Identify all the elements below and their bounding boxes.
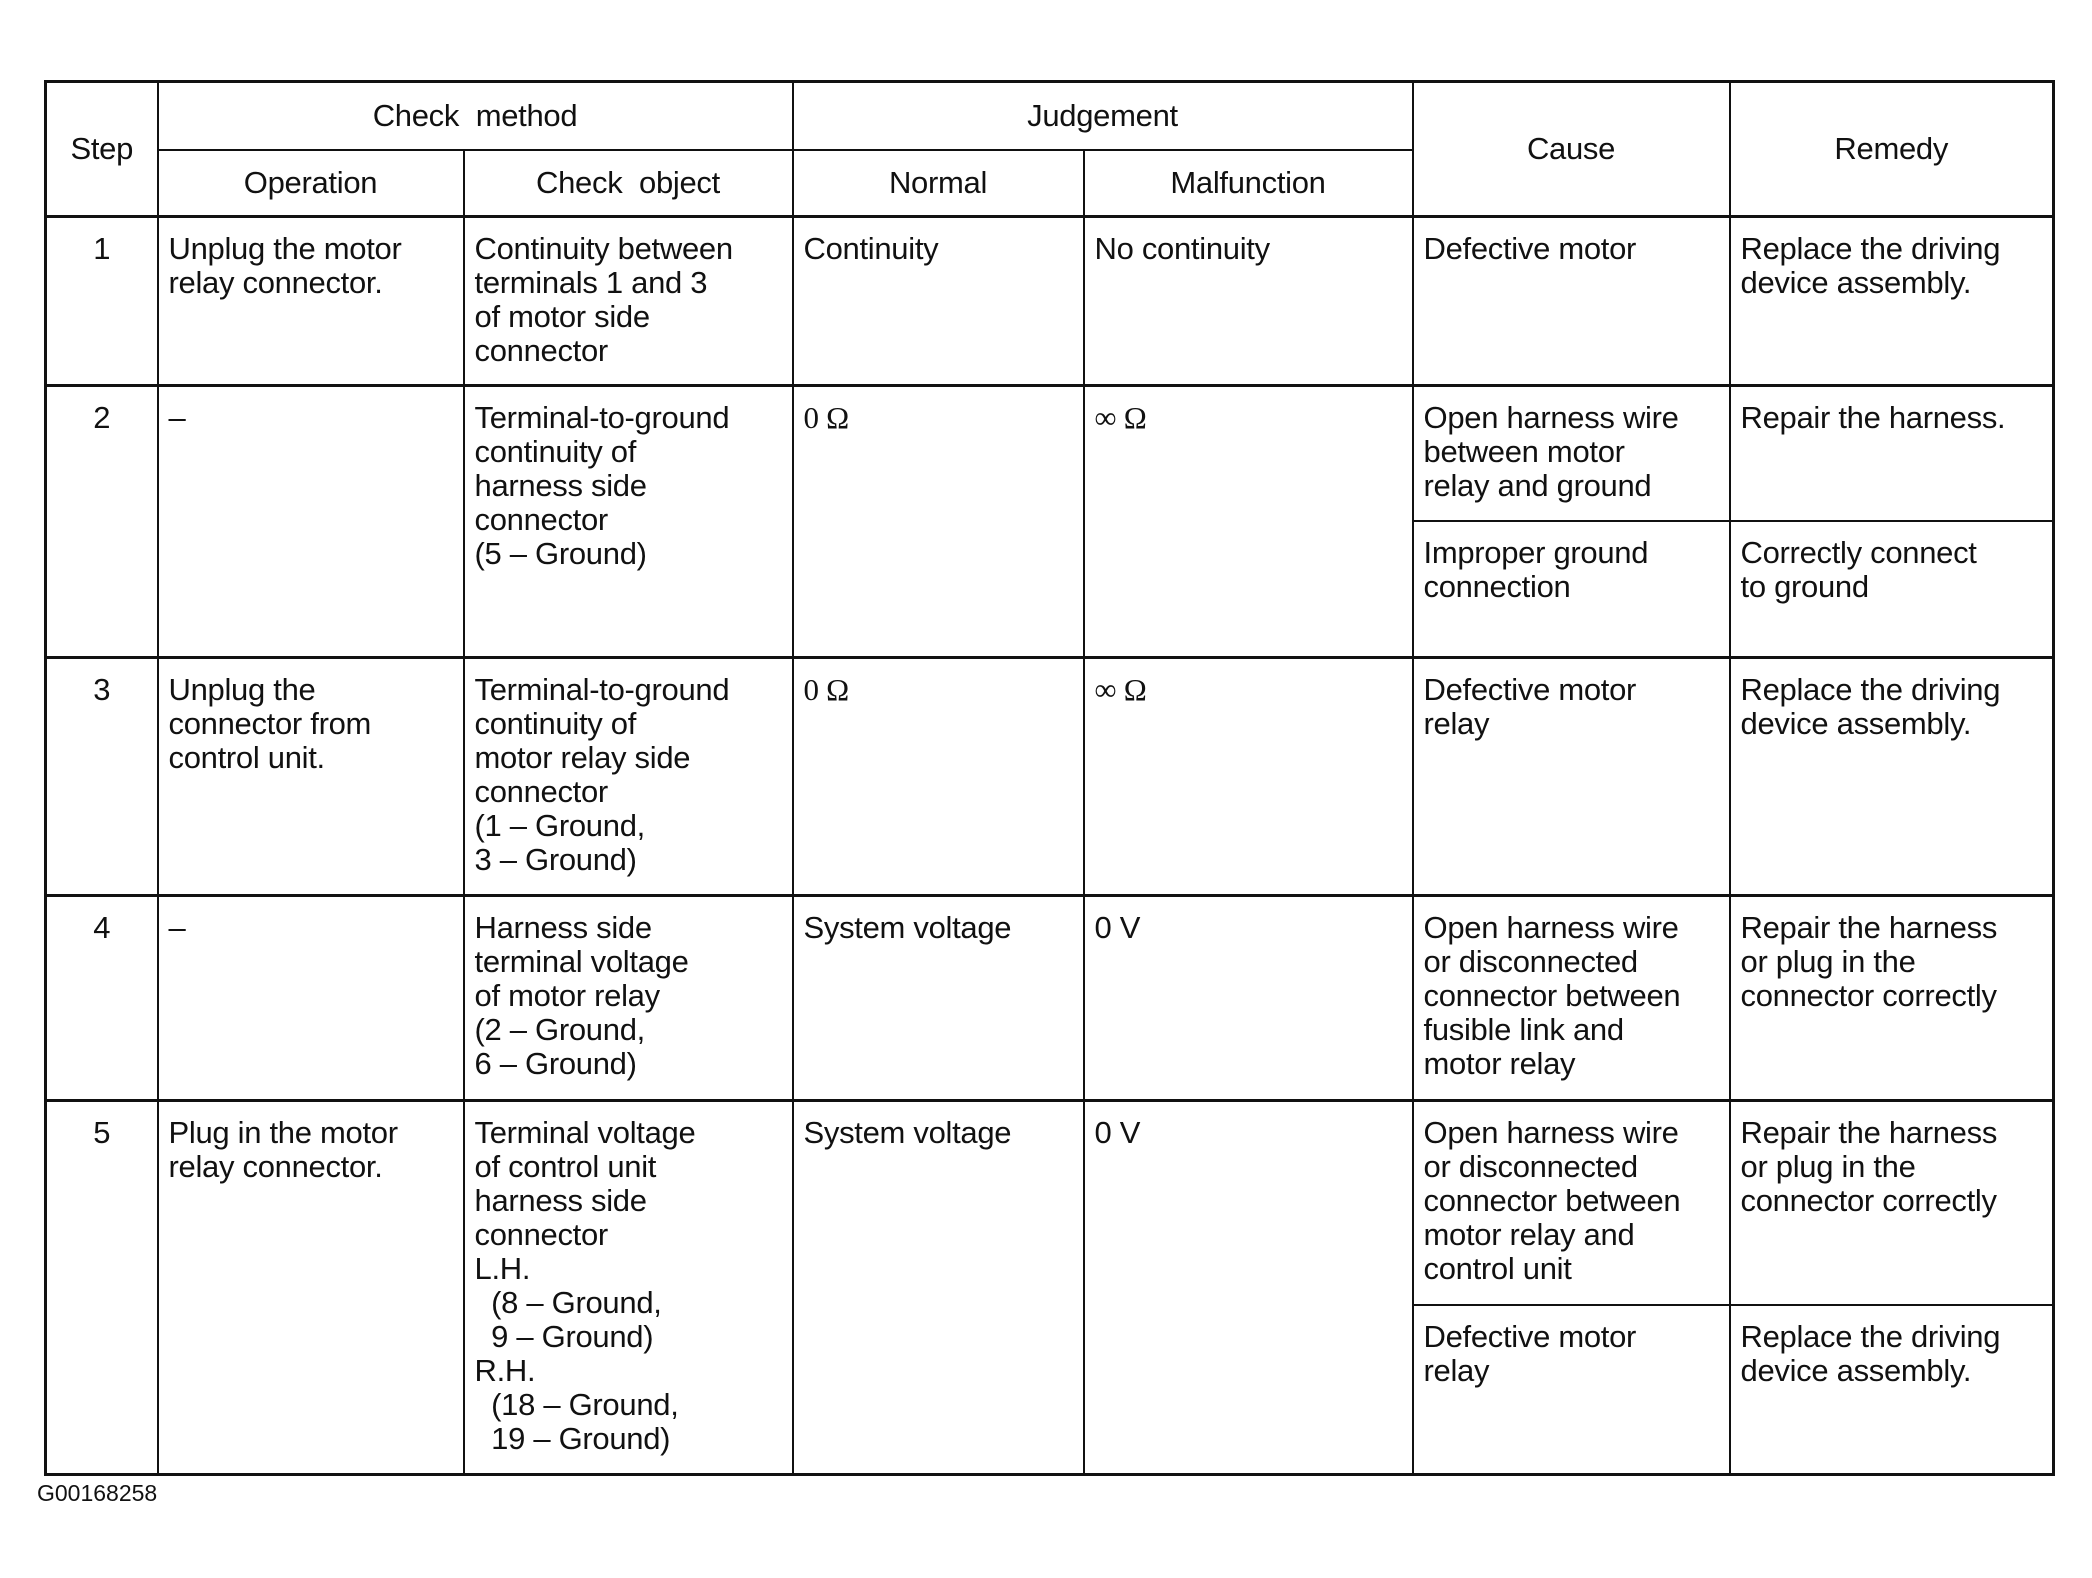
check-object-cell: Terminal voltage of control unit harness side connector L.H. (8 – Ground, 9 – Ground) R.H. (18 – Ground, 19 – Ground) (474, 1115, 696, 1456)
malfunction-cell: No continuity (1094, 231, 1270, 266)
step-number: 4 (93, 910, 111, 945)
cause-cell: Improper ground connection (1423, 534, 1649, 604)
step-number: 2 (93, 400, 111, 435)
normal-cell: 0 Ω (803, 400, 849, 435)
check-object-cell: Terminal-to-ground continuity of motor relay side connector (1 – Ground, 3 – Ground) (474, 672, 730, 877)
check-object-cell: Terminal-to-ground continuity of harness side connector (5 – Ground) (474, 400, 730, 571)
check-object-cell: Continuity between terminals 1 and 3 of motor side connector (474, 231, 733, 368)
check-object-cell: Harness side terminal voltage of motor relay (2 – Ground, 6 – Ground) (474, 910, 689, 1081)
step-number: 1 (93, 231, 111, 266)
remedy-cell: Correctly connect to ground (1740, 534, 1977, 604)
header-cause: Cause (1413, 82, 1730, 217)
cause-cell: Defective motor relay (1423, 672, 1637, 741)
step-number: 3 (93, 672, 111, 707)
operation-cell: Plug in the motor relay connector. (168, 1115, 398, 1184)
header-malfunction: Malfunction (1084, 150, 1413, 217)
remedy-cell: Replace the driving device assembly. (1740, 672, 2001, 741)
table-row (46, 386, 2054, 521)
table-row (46, 217, 2054, 386)
troubleshooting-table (44, 80, 2055, 1476)
remedy-cell: Repair the harness. (1740, 400, 2006, 435)
normal-cell: System voltage (803, 910, 1012, 945)
cause-cell: Defective motor relay (1423, 1318, 1637, 1388)
header-operation: Operation (158, 150, 464, 217)
header-step: Step (46, 82, 158, 217)
cause-cell: Open harness wire or disconnected connector between motor relay and control unit (1423, 1115, 1681, 1286)
operation-cell: Unplug the motor relay connector. (168, 231, 402, 300)
header-normal: Normal (793, 150, 1084, 217)
step-number: 5 (93, 1115, 111, 1150)
operation-cell: – (168, 400, 186, 435)
remedy-cell: Replace the driving device assembly. (1740, 1318, 2001, 1388)
malfunction-cell: ∞ Ω (1094, 672, 1147, 707)
header-check-object: Check object (464, 150, 793, 217)
remedy-cell: Repair the harness or plug in the connector correctly (1740, 910, 1998, 1013)
table-row (46, 1101, 2054, 1305)
malfunction-cell: 0 V (1094, 910, 1141, 945)
table-row (46, 658, 2054, 896)
malfunction-cell: ∞ Ω (1094, 400, 1147, 435)
operation-cell: Unplug the connector from control unit. (168, 672, 372, 775)
operation-cell: – (168, 910, 186, 945)
header-judgement: Judgement (793, 82, 1413, 150)
normal-cell: Continuity (803, 231, 939, 266)
cause-cell: Defective motor (1423, 231, 1637, 266)
normal-cell: 0 Ω (803, 672, 849, 707)
remedy-cell: Replace the driving device assembly. (1740, 231, 2001, 300)
figure-id-caption: G00168258 (37, 1480, 158, 1506)
cause-cell: Open harness wire or disconnected connector between fusible link and motor relay (1423, 910, 1681, 1081)
malfunction-cell: 0 V (1094, 1115, 1141, 1150)
header-check-method: Check method (158, 82, 793, 150)
remedy-cell: Repair the harness or plug in the connector correctly (1740, 1115, 1998, 1218)
cause-cell: Open harness wire between motor relay and ground (1423, 400, 1679, 503)
header-remedy: Remedy (1730, 82, 2054, 217)
table-row (46, 896, 2054, 1101)
normal-cell: System voltage (803, 1115, 1012, 1150)
